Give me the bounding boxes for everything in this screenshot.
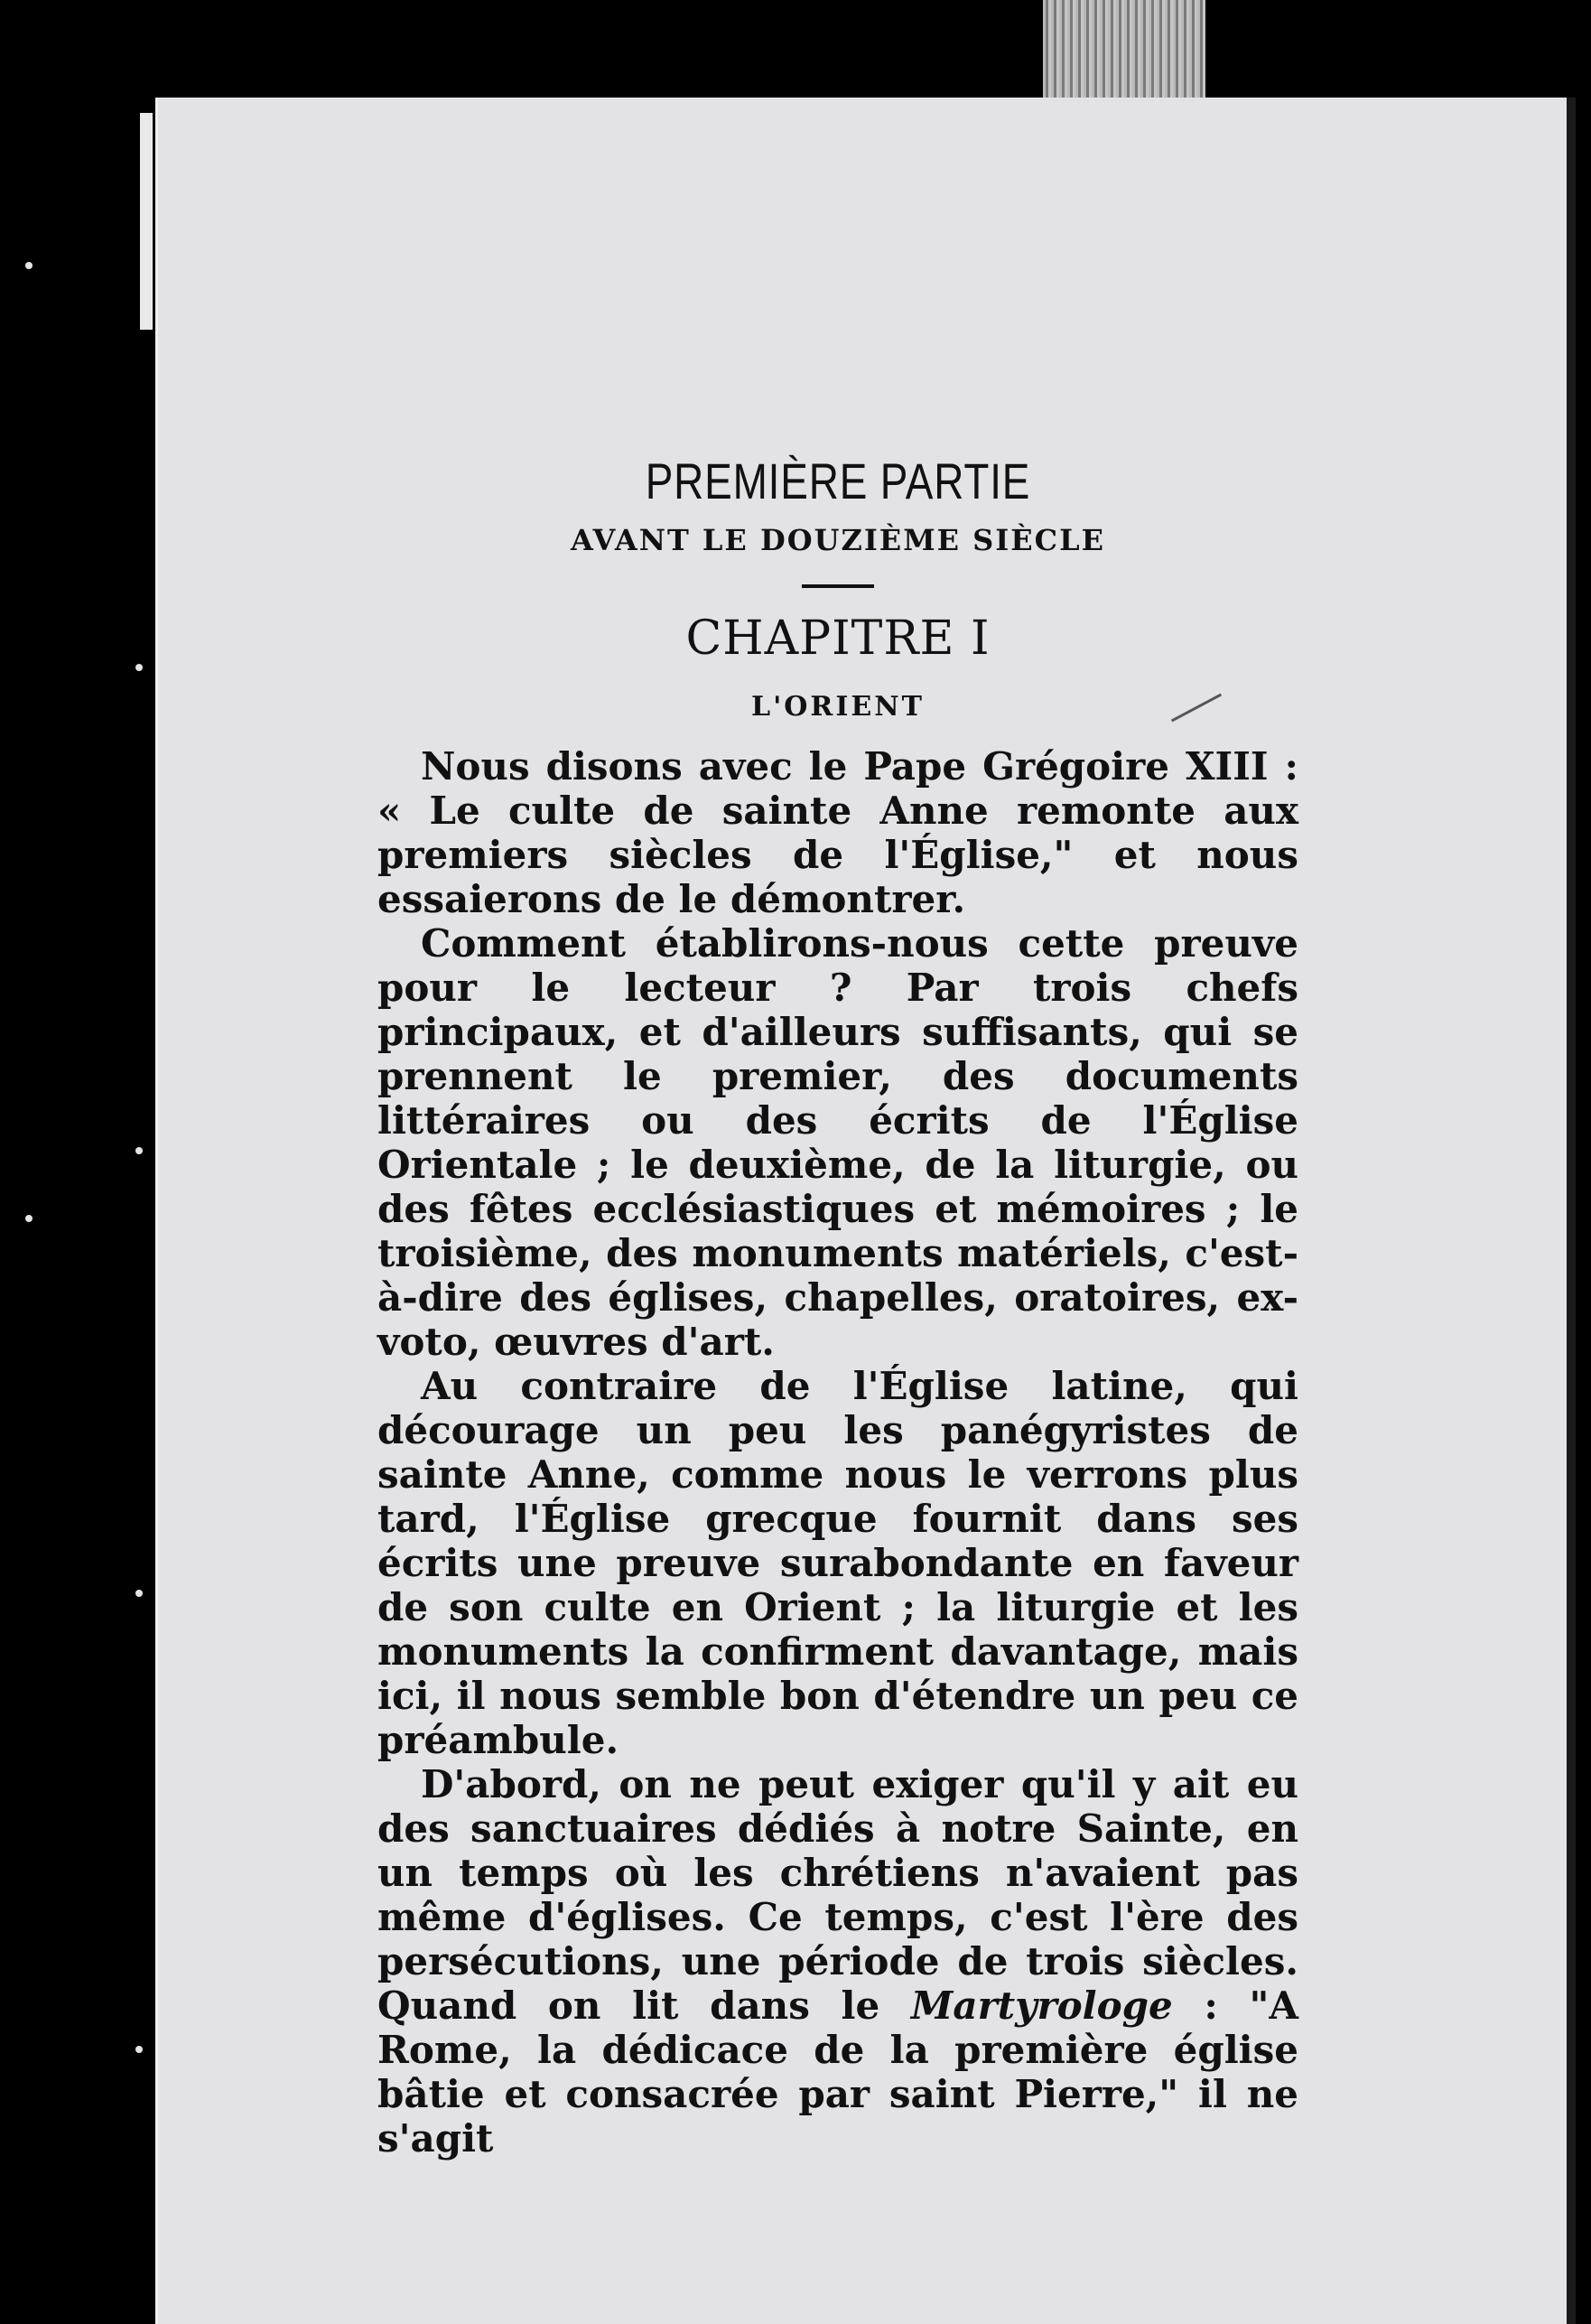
part-title: PREMIÈRE PARTIE [645,453,1031,509]
title-divider [802,584,874,588]
chapter-title: CHAPITRE I [685,611,991,666]
scan-speck [135,664,143,671]
scan-speck [135,1590,143,1597]
paragraph-4-text: D'abord, on ne peut exiger qu'il y ait eu des sanctuaires dédiés à notre Sainte, en un temps où les chrétiens n'avaient pas même d'églises. Ce temps, c'est l'ère des persécutions, une période de trois siècles. Quand on lit dans le [377,1762,1298,2028]
binding-edge [140,113,153,330]
paragraph-2: Comment établirons-nous cette preuve pour le lecteur ? Par trois chefs principaux, et d'ailleurs suffisants, qui se prennent le premier, des documents littéraires ou des écrits de l'Église Orientale ; le deuxième, de la liturgie, ou des fêtes ecclésiastiques et mémoires ; le troisième, des monuments matériels, c'est-à-dire des églises, chapelles, oratoires, ex-voto, œuvres d'art. [377,921,1298,1364]
scan-speck [135,2046,143,2053]
scan-speck [135,1147,143,1154]
paragraph-4-tail: : "A Rome, la dédicace de la première église bâtie et consacrée par saint Pierre," il ne s'agit [377,1983,1299,2161]
paragraph-4 [377,1762,1298,2161]
martyrologe-italic: Martyrologe [910,1983,1173,2028]
torn-paper-corner [1043,0,1205,101]
paragraph-3: Au contraire de l'Église latine, qui décourage un peu les panégyristes de sainte Anne, comme nous le verrons plus tard, l'Église grecque fournit dans ses écrits une preuve surabondante en faveur de son culte en Orient ; la liturgie et les monuments la confirment davantage, mais ici, il nous semble bon d'étendre un peu ce préambule. [377,1364,1298,1762]
page-content [377,452,1298,2161]
part-subtitle: AVANT LE DOUZIÈME SIÈCLE [571,523,1105,557]
section-title: L'ORIENT [751,691,925,723]
scan-top-border [0,0,1591,104]
scan-speck [25,1215,33,1222]
paragraph-1: Nous disons avec le Pape Grégoire XIII : « Le culte de sainte Anne remonte aux premiers siècles de l'Église," et nous essaierons de le démontrer. [377,744,1298,921]
scan-speck [25,262,33,269]
facing-page-edge [0,90,155,2324]
